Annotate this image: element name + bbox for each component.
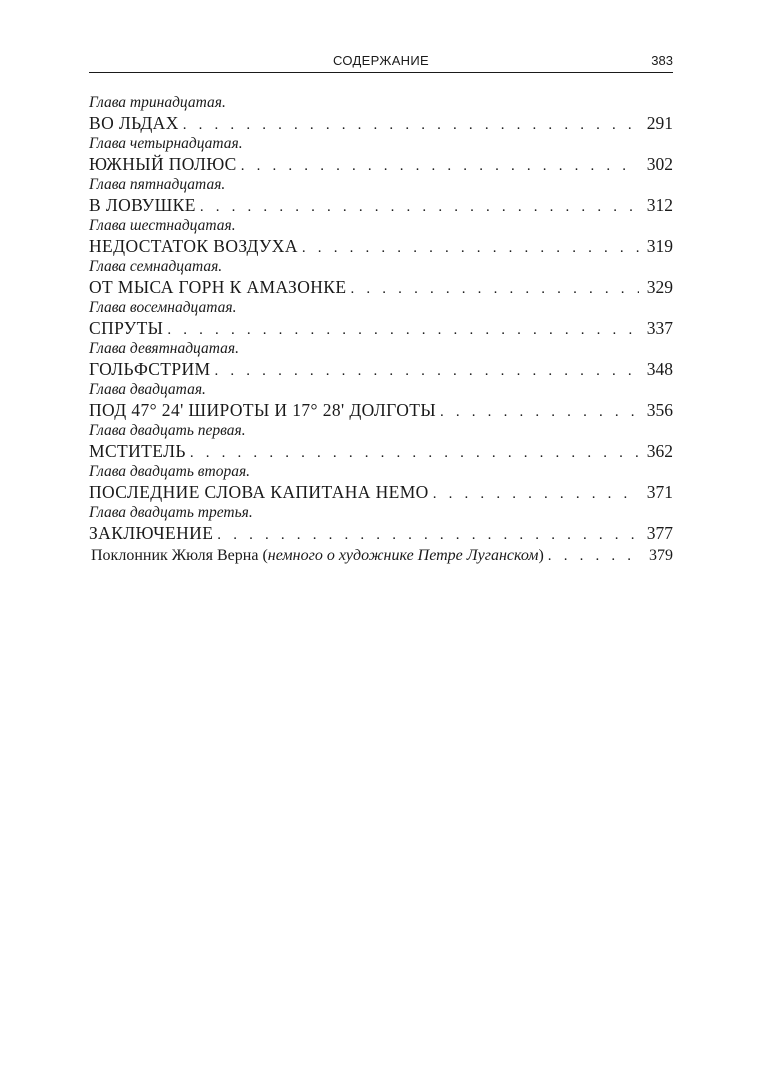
chapter-page-number: 356 — [646, 400, 673, 420]
chapter-title: НЕДОСТАТОК ВОЗДУХА — [89, 236, 298, 256]
toc-entry — [89, 423, 673, 464]
chapter-page-number: 337 — [646, 318, 673, 338]
toc-entry — [89, 177, 673, 218]
chapter-label: Глава четырнадцатая. — [89, 135, 243, 152]
chapter-page-number: 291 — [646, 113, 673, 133]
toc-line — [89, 234, 673, 259]
chapter-title: МСТИТЕЛЬ — [89, 441, 186, 461]
chapter-title: ПОСЛЕДНИЕ СЛОВА КАПИТАНА НЕМО — [89, 482, 429, 502]
chapter-title: СПРУТЫ — [89, 318, 164, 338]
chapter-title: ЮЖНЫЙ ПОЛЮС — [89, 154, 237, 174]
toc-entry — [89, 464, 673, 505]
toc-entry — [89, 300, 673, 341]
running-header — [89, 50, 673, 73]
dot-leader — [183, 113, 639, 138]
chapter-title: ВО ЛЬДАХ — [89, 113, 179, 133]
chapter-label: Глава восемнадцатая. — [89, 299, 237, 316]
chapter-page-number: 319 — [646, 236, 673, 256]
header-title: СОДЕРЖАНИЕ — [332, 53, 429, 68]
dot-leader — [200, 195, 639, 220]
toc-line — [89, 357, 673, 382]
toc-entry — [89, 259, 673, 300]
chapter-page-number: 348 — [646, 359, 673, 379]
chapter-title: ОТ МЫСА ГОРН К АМАЗОНКЕ — [89, 277, 347, 297]
chapter-page-number: 302 — [646, 154, 673, 174]
final-entry-page-number: 379 — [649, 547, 673, 564]
toc-line — [89, 193, 673, 218]
dot-leader — [190, 441, 639, 466]
dot-leader — [214, 359, 638, 384]
toc-entry — [89, 382, 673, 423]
chapter-label: Глава двадцать вторая. — [89, 463, 251, 480]
toc-line — [89, 521, 673, 546]
toc-entry — [89, 505, 673, 546]
toc-entry — [89, 95, 673, 136]
dot-leader — [433, 482, 639, 507]
chapter-label: Глава двадцатая. — [89, 381, 206, 398]
toc-line — [89, 152, 673, 177]
chapter-page-number: 377 — [646, 523, 673, 543]
toc-entry — [89, 218, 673, 259]
chapter-label: Глава пятнадцатая. — [89, 176, 226, 193]
chapter-title: ГОЛЬФСТРИМ — [89, 359, 211, 379]
chapter-page-number: 362 — [646, 441, 673, 461]
toc-final-entry — [89, 546, 673, 566]
table-of-contents — [89, 95, 673, 566]
toc-line — [89, 439, 673, 464]
toc-line — [89, 111, 673, 136]
toc-line — [89, 316, 673, 341]
chapter-page-number: 371 — [646, 482, 673, 502]
dot-leader — [241, 154, 639, 179]
chapter-label: Глава семнадцатая. — [89, 258, 223, 275]
chapter-label: Глава двадцать третья. — [89, 504, 253, 521]
toc-line — [89, 398, 673, 423]
toc-line — [89, 480, 673, 505]
chapter-label: Глава двадцать первая. — [89, 422, 246, 439]
dot-leader — [440, 400, 639, 425]
dot-leader — [302, 236, 639, 261]
chapter-title: В ЛОВУШКЕ — [89, 195, 196, 215]
chapter-title: ПОД 47° 24' ШИРОТЫ И 17° 28' ДОЛГОТЫ — [89, 400, 436, 420]
chapter-label: Глава девятнадцатая. — [89, 340, 239, 357]
dot-leader — [350, 277, 638, 302]
chapter-label: Глава тринадцатая. — [89, 94, 226, 111]
dot-leader — [217, 523, 638, 548]
toc-entry — [89, 136, 673, 177]
header-page-number: 383 — [651, 53, 673, 68]
chapter-page-number: 329 — [646, 277, 673, 297]
final-title-italic: немного о художнике Петре Луганском — [267, 547, 539, 564]
final-entry-title — [91, 546, 544, 566]
final-title-main: Поклонник Жюля Верна ( — [91, 547, 268, 564]
dot-leader — [548, 546, 641, 566]
chapter-label: Глава шестнадцатая. — [89, 217, 236, 234]
chapter-title: ЗАКЛЮЧЕНИЕ — [89, 523, 214, 543]
toc-line — [89, 275, 673, 300]
chapter-page-number: 312 — [646, 195, 673, 215]
toc-entry — [89, 341, 673, 382]
final-title-close: ) — [538, 547, 544, 564]
